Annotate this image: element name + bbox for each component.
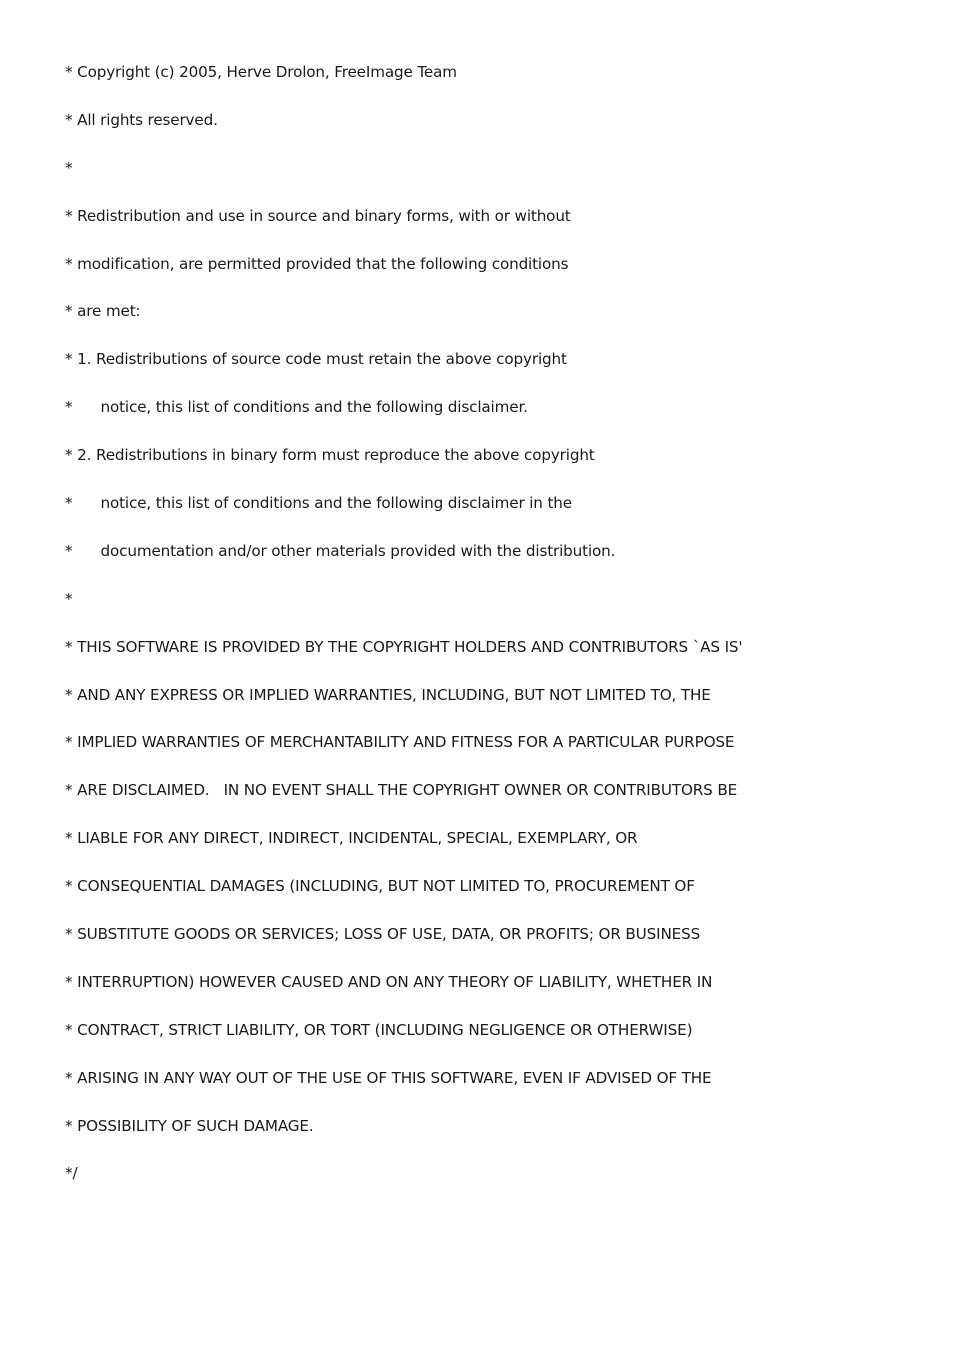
text-line: * notice, this list of conditions and the following disclaimer. xyxy=(65,398,528,417)
text-line: * 1. Redistributions of source code must retain the above copyright xyxy=(65,350,567,369)
text-line: * SUBSTITUTE GOODS OR SERVICES; LOSS OF USE, DATA, OR PROFITS; OR BUSINESS xyxy=(65,925,701,944)
text-line: * xyxy=(65,589,73,608)
text-line: * THIS SOFTWARE IS PROVIDED BY THE COPYRIGHT HOLDERS AND CONTRIBUTORS `AS IS' xyxy=(65,637,743,656)
text-line: * modification, are permitted provided that the following conditions xyxy=(65,254,569,273)
text-line: * INTERRUPTION) HOWEVER CAUSED AND ON ANY THEORY OF LIABILITY, WHETHER IN xyxy=(65,972,713,991)
text-line: * xyxy=(65,158,73,177)
text-line: * documentation and/or other materials provided with the distribution. xyxy=(65,541,616,560)
text-line: * All rights reserved. xyxy=(65,110,218,129)
text-line: * LIABLE FOR ANY DIRECT, INDIRECT, INCIDENTAL, SPECIAL, EXEMPLARY, OR xyxy=(65,829,638,848)
text-line: * CONSEQUENTIAL DAMAGES (INCLUDING, BUT NOT LIMITED TO, PROCUREMENT OF xyxy=(65,877,695,896)
text-line: * Redistribution and use in source and binary forms, with or without xyxy=(65,206,571,225)
text-line: * POSSIBILITY OF SUCH DAMAGE. xyxy=(65,1116,314,1135)
text-line: * AND ANY EXPRESS OR IMPLIED WARRANTIES, INCLUDING, BUT NOT LIMITED TO, THE xyxy=(65,685,711,704)
license-text xyxy=(65,60,925,1209)
text-line: */ xyxy=(65,1164,78,1183)
text-line: * CONTRACT, STRICT LIABILITY, OR TORT (INCLUDING NEGLIGENCE OR OTHERWISE) xyxy=(65,1020,693,1039)
text-line: * IMPLIED WARRANTIES OF MERCHANTABILITY AND FITNESS FOR A PARTICULAR PURPOSE xyxy=(65,733,735,752)
text-line: * ARE DISCLAIMED. IN NO EVENT SHALL THE COPYRIGHT OWNER OR CONTRIBUTORS BE xyxy=(65,781,738,800)
text-line: * 2. Redistributions in binary form must reproduce the above copyright xyxy=(65,446,595,465)
text-line: * ARISING IN ANY WAY OUT OF THE USE OF THIS SOFTWARE, EVEN IF ADVISED OF THE xyxy=(65,1068,712,1087)
text-line: * Copyright (c) 2005, Herve Drolon, FreeImage Team xyxy=(65,63,457,81)
text-line: * notice, this list of conditions and the following disclaimer in the xyxy=(65,494,572,513)
text-line: * are met: xyxy=(65,302,141,321)
